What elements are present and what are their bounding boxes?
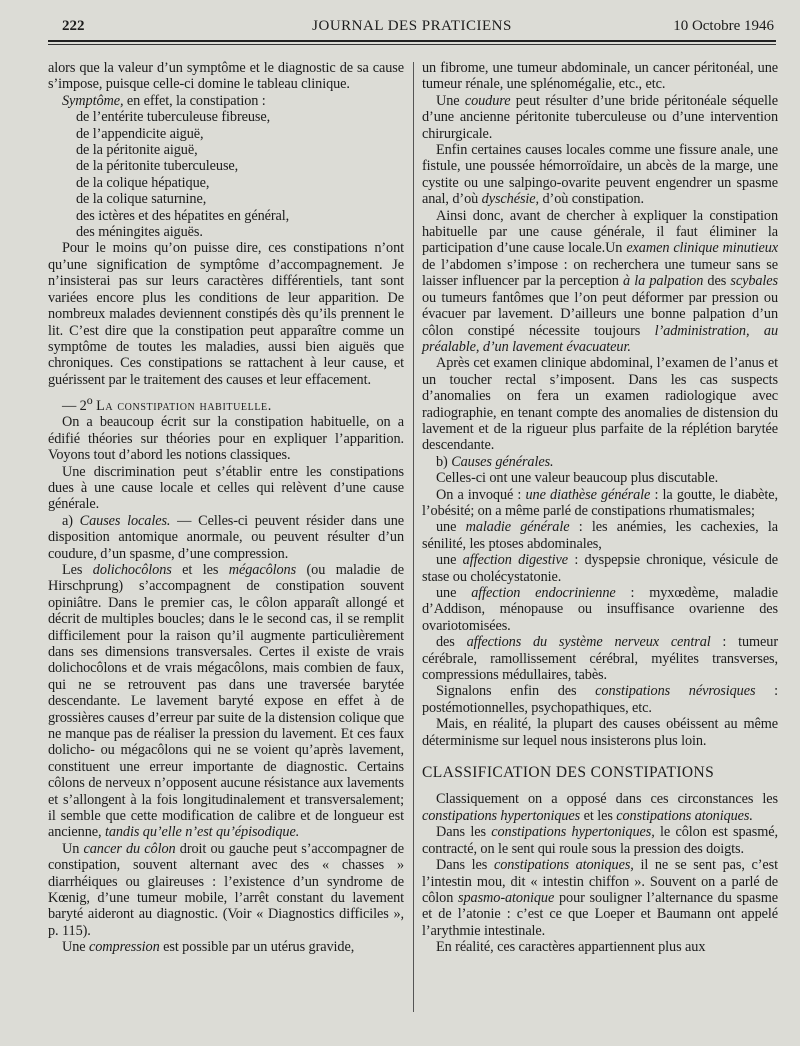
paragraph: Ainsi donc, avant de chercher à expliquer la constipation habituelle par une cause générale, il faut éliminer la participation d’une cause locale.Un examen clinique minutieux de l’abdomen s’impose : on recherchera une tumeur sans se laisser influencer par la perception à la palpation des scybales ou tumeurs fantômes que l’on peut déformer par pression ou évacuer par lavement. D’ailleurs une bonne palpation d’un côlon constipé nécessite toujours l’administration, au préalable, d’un lavement évacuateur. — [422, 207, 778, 355]
page-number: 222 — [62, 18, 85, 34]
paragraph: Une coudure peut résulter d’une bride péritonéale séquelle d’une ancienne péritonite tuberculeuse ou d’une intervention chirurgicale. — [422, 92, 778, 142]
paragraph: Pour le moins qu’on puisse dire, ces constipations n’ont qu’une signification de symptôme d’accompagnement. Je n’insisterai pas sur leurs caractères différentiels, tant sont variées encore plus les conditions de leur apparition. De nombreux malades deviennent constipés dès qu’ils prennent le lit. C’est dire que la constipation peut apparaître comme un symptôme de toutes les maladies, aussi bien aiguës que chroniques. Ces constipations se rattachent à leur cause, et guérissent par le traitement des causes et leur effacement. — [48, 240, 404, 388]
paragraph: b) Causes générales. — [436, 453, 554, 470]
paragraph: On a invoqué : une diathèse générale : la goutte, le diabète, l’obésité; on a même parlé de constipations rhumatismales; — [422, 486, 778, 519]
list-item: de l’appendicite aiguë, — [76, 125, 204, 142]
header-rule-thick — [48, 40, 776, 42]
section-title: CLASSIFICATION DES CONSTIPATIONS — [422, 764, 715, 782]
list-item: de la péritonite aiguë, — [76, 142, 198, 159]
section-heading: — 2$^o$ La constipation habituelle. — [62, 393, 272, 414]
paragraph: On a beaucoup écrit sur la constipation habituelle, on a édifié théories sur théories pour en expliquer l’apparition. Voyons tout d’abord les notions classiques. — [48, 414, 404, 464]
paragraph: un fibrome, une tumeur abdominale, un cancer péritonéal, une tumeur rénale, une splénomégalie, etc., etc. — [422, 60, 778, 93]
paragraph: Dans les constipations atoniques, il ne se sent pas, c’est l’intestin mou, dit « intestin chiffon ». Souvent on a parlé de côlon spasmo-atonique pour souligner l’alternance du spasme et de l’atonie : c’est ce que Loeper et Baumann ont appelé l’arythmie intestinale. — [422, 857, 778, 939]
paragraph: En réalité, ces caractères appartiennent plus aux — [436, 939, 706, 956]
paragraph: Dans les constipations hypertoniques, le côlon est spasmé, contracté, on le sent qui roule sous la pression des doigts. — [422, 824, 778, 857]
paragraph: Enfin certaines causes locales comme une fissure anale, une fistule, une poussée hémorroïdaire, un abcès de la marge, une cystite ou une salpingo-ovarite peuvent engendrer un spasme anal, d’où dyschésie, d’où constipation. — [422, 142, 778, 208]
paragraph: des affections du système nerveux central : tumeur cérébrale, ramollissement cérébral, myélites transverses, compressions médullaires, tabès. — [422, 634, 779, 684]
paragraph: Les dolichocôlons et les mégacôlons (ou maladie de Hirschprung) s’accompagnent de constipation souvent opiniâtre. Dans le premier cas, le côlon apparaît allongé et décrit de multiples boucles; dans le le second cas, il se remplit difficilement pour la raison qu’il augmente particulièrement dans ses dimensions transversales. Certes il existe de vrais dolichocôlons et de vrais mégacôlons, mais combien de faux, qui ne se retrouvent pas dans une traversée barytée descendante. Le lavement baryté expose en effet à de grossières causes d’erreur par suite de la distension colique que ne manque pas de réaliser la pression du lavement. Et ces faux dolicho- ou mégacôlons qui ne se voient qu’après lavement, constituent une erreur importante de diagnostic. Certains côlons de nerveux n’opposent aucune résistance aux lavements et s’allongent à la fois longitudinalement et transversalement; il semble que cette modification de calibre et de longueur est ancienne, tandis qu’elle n’est qu’épisodique. — [48, 561, 405, 841]
list-item: des méningites aiguës. — [76, 224, 203, 241]
paragraph: une affection digestive : dyspepsie chronique, vésicule de stase ou cholécystatonie. — [422, 552, 778, 585]
paragraph: Mais, en réalité, la plupart des causes obéissent au même déterminisme sur lequel nous insisterons plus loin. — [422, 716, 778, 749]
paragraph: Après cet examen clinique abdominal, l’examen de l’anus et un toucher rectal s’imposent. Dans les cas suspects d’anomalies on fera un examen radiologique avec radiographie, en tenant compte des anomalies de distension du lavement et de la rigueur plus parfaite de la réplétion barytée descendante. — [422, 355, 778, 454]
paragraph: alors que la valeur d’un symptôme et le diagnostic de sa cause s’impose, puisque celle-ci domine le tableau clinique. — [48, 60, 404, 93]
left-column — [48, 60, 404, 956]
paragraph: a) Causes locales. — Celles-ci peuvent résider dans une disposition antomique anormale, ou peuvent résulter d’un coudure, d’un spasme, d’une compression. — [48, 512, 404, 562]
list-item: de la colique saturnine, — [76, 191, 207, 208]
paragraph: Signalons enfin des constipations névrosiques : postémotionnelles, psychopathiques, etc. — [422, 683, 778, 716]
paragraph: Symptôme, en effet, la constipation : — [62, 92, 266, 109]
journal-title: JOURNAL DES PRATICIENS — [312, 18, 512, 34]
list-item: de la colique hépatique, — [76, 174, 210, 191]
column-divider — [413, 62, 414, 1012]
paragraph: Un cancer du côlon droit ou gauche peut s’accompagner de constipation, souvent alternant avec des « chasses » diarrhéiques ou glaireuses : l’existence d’un syndrome de Kœnig, d’une tumeur mobile, l’arrêt constant du lavement baryté aideront au diagnostic. (Voir « Diagnostics difficiles », p. 115). — [48, 840, 405, 939]
paragraph: Celles-ci ont une valeur beaucoup plus discutable. — [436, 470, 719, 487]
paragraph: une maladie générale : les anémies, les cachexies, la sénilité, les ptoses abdominales, — [422, 519, 779, 552]
paragraph: Une compression est possible par un utérus gravide, — [62, 939, 355, 956]
list-item: de l’entérite tuberculeuse fibreuse, — [76, 109, 271, 126]
paragraph: Une discrimination peut s’établir entre les constipations dues à une cause locale et celles qui relèvent d’une cause générale. — [48, 463, 404, 513]
header-rule-thin — [48, 44, 776, 45]
list-item: des ictères et des hépatites en général, — [76, 207, 290, 224]
right-column — [422, 60, 778, 956]
paragraph: une affection endocrinienne : myxœdème, maladie d’Addison, ménopause ou insuffisance ovarienne des ovariotomisées. — [422, 585, 778, 634]
symptom-list — [48, 109, 404, 240]
list-item: de la péritonite tuberculeuse, — [76, 158, 239, 175]
issue-date: 10 Octobre 1946 — [673, 18, 774, 34]
paragraph: Classiquement on a opposé dans ces circonstances les constipations hypertoniques et les constipations atoniques. — [422, 791, 778, 824]
